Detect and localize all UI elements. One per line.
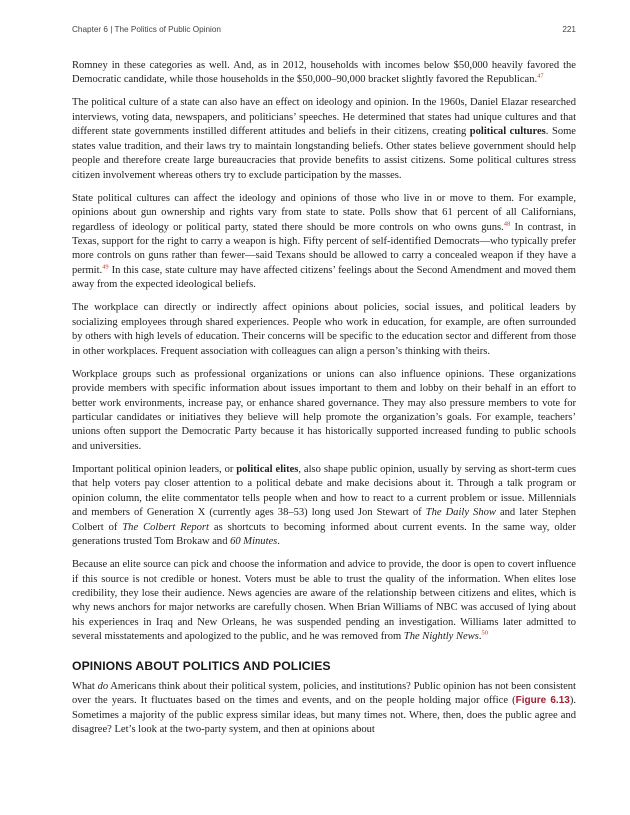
- emphasis: do: [97, 680, 109, 692]
- show-title: The Nightly News: [403, 631, 479, 643]
- text: .: [277, 536, 280, 548]
- figure-link[interactable]: Figure 6.13: [515, 695, 570, 707]
- footnote-47[interactable]: 47: [537, 72, 544, 80]
- text: , also shape public opinion, usually by serving as short-term cues that help voters pay closer attention to a political debate and make decisions about it. Through a talk program or opinion column, the elite commentator tells people when and how to react to a current problem or issue. Millennials and members of Generation X (currently ages 38–53) long used Jon Stewart of: [72, 463, 576, 519]
- text: . Some states value tradition, and their laws try to maintain longstanding beliefs. Other states believe government should help people and therefore create large bureaucracies that provide benefits to assist citizens. Some political cultures stress citizen involvement whereas others try to exclude participation by the masses.: [72, 126, 576, 181]
- text: Americans think about their political system, policies, and institutions? Public opinion has not been consistent over the years. It fluctuates based on the times and events, and on the people holding major office (: [72, 680, 576, 707]
- section-heading: OPINIONS ABOUT POLITICS AND POLICIES: [72, 658, 331, 673]
- text: What: [72, 680, 98, 692]
- text: Workplace groups such as professional organizations or unions can also influence opinions. These organizations provide members with specific information about issues important to them and lobby on their behalf in an effort to better work environments, increase pay, or enhance shared governance. They may also pressure members to vote for particular candidates or initiatives they believe will help promote the organization’s goals. For example, teachers’ unions often support the Democratic Party because it has historically supported increased funding to public schools and universities.: [72, 368, 576, 452]
- text: The political culture of a state can also have an effect on ideology and opinion. In the 1960s, Daniel Elazar researched interviews, voting data, newspapers, and politicians’ speeches. He determined that states had unique cultures and that different state governments instilled different attitudes and beliefs in their citizens, creating: [72, 97, 576, 138]
- paragraph-7: [72, 558, 576, 645]
- text: In this case, state culture may have affected citizens’ feelings about the Second Amendment and moved them away from the expected ideological beliefs.: [72, 264, 576, 291]
- key-term-political-elites[interactable]: political elites: [236, 463, 299, 475]
- text: The workplace can directly or indirectly affect opinions about policies, social issues, and political leaders by socializing employees through shared experiences. People who work in education, for example, are often surrounded by others with high levels of education. Their concerns will be specific to the education sector and different from those in other workplaces. Frequent association with colleagues can align a person’s thinking with theirs.: [72, 302, 576, 357]
- key-term-political-cultures[interactable]: political cultures: [469, 126, 546, 138]
- footnote-50[interactable]: 50: [481, 629, 488, 637]
- paragraph-3: [72, 192, 576, 293]
- text: Romney in these categories as well. And, as in 2012, households with incomes below $50,000 heavily favored the Democratic candidate, while those households in the $50,000–90,000 bracket slightly favored the Republican.: [72, 60, 576, 86]
- body-text: [72, 59, 576, 746]
- text: .: [478, 631, 482, 643]
- paragraph-5: [72, 368, 576, 455]
- text: State political cultures can affect the ideology and opinions of those who live in or move to them. For example, opinions about gun ownership and rights vary from state to state. Polls show that 61 percent of all Californians, regardless of ideology or political party, stated there should be more controls on who owns guns.: [72, 192, 576, 233]
- paragraph-1: [72, 59, 576, 88]
- show-title: The Daily Show: [425, 507, 496, 519]
- paragraph-2: [72, 96, 576, 183]
- text: as shortcuts to becoming informed about current events. In the same way, older generations trusted Tom Brokaw and: [72, 521, 576, 548]
- paragraph-6: [72, 463, 576, 550]
- footnote-48[interactable]: 48: [503, 220, 511, 228]
- footnote-49[interactable]: 49: [102, 263, 109, 271]
- page-number: 221: [562, 25, 576, 34]
- text: Because an elite source can pick and choose the information and advice to provide, the door is open to covert influence if this source is not credible or honest. Voters must be able to trust the quality of the information. When elites lose credibility, they lose their audience. News agencies are aware of the relationship between citizens and elites, which is why news anchors for major networks are carefully chosen. When Brian Williams of NBC was accused of lying about his experiences in Iraq and New Orleans, he was suspended pending an investigation. Williams later admitted to several misstatements and apologized to the public, and he was removed from: [72, 559, 576, 643]
- running-header: [72, 25, 576, 34]
- show-title: The Colbert Report: [122, 521, 209, 533]
- chapter-title: Chapter 6 | The Politics of Public Opinion: [72, 25, 221, 34]
- text: Important political opinion leaders, or: [72, 463, 237, 475]
- text: In contrast, in Texas, support for the right to carry a weapon is high. Fifty percent of self-identified Democrats—who typically prefer more controls on guns rather than fewer—said Texans should be allowed to carry a concealed weapon if they have a permit.: [72, 221, 576, 276]
- show-title: 60 Minutes: [230, 536, 278, 548]
- paragraph-8: [72, 680, 576, 738]
- text: ). Sometimes a majority of the public express similar ideas, but many times not. Where, then, does the public agree and disagree? Let’s look at the two-party system, and then at opinions about: [72, 695, 576, 736]
- paragraph-4: [72, 301, 576, 359]
- text: and later Stephen Colbert of: [72, 507, 576, 533]
